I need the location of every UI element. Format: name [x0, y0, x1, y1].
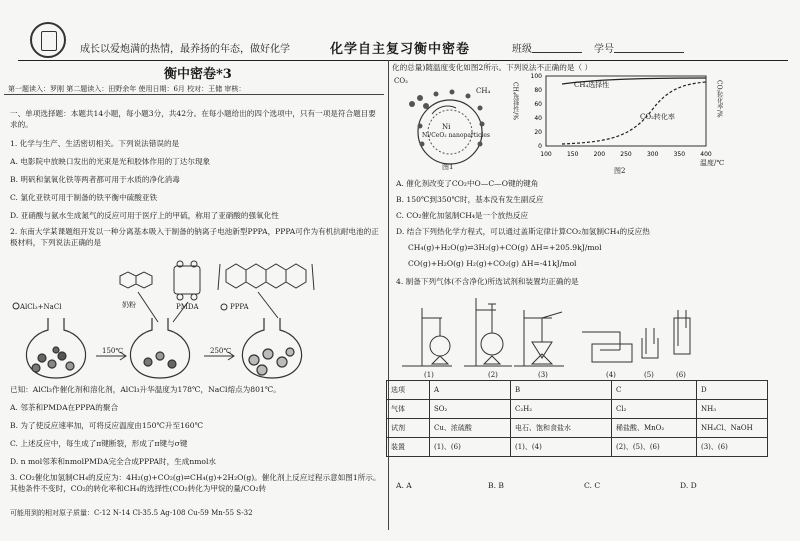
apparatus-label-6: (6) — [676, 371, 686, 379]
reaction-diagram — [8, 252, 384, 382]
header-motto: 成长以爱炮满的热情，最养扬的年态，做好化学 — [80, 44, 290, 55]
class-field[interactable] — [532, 52, 582, 53]
fig2-ylabel-right: CO₂转化率/% — [715, 80, 723, 118]
fig2-ylabel: CH₄选择性/% — [511, 82, 519, 120]
q2-option-c[interactable]: C. 上述反应中，每生成了π键断裂，形成了π键与σ键 — [10, 439, 188, 448]
paper-meta: 第一题读入：罗刚 第二题读入：田野余年 使用日期：6月 校对：王储 审核： — [8, 85, 246, 93]
apparatus-label-1: (1) — [424, 371, 434, 379]
fig1-co2-label: CO₂ — [394, 77, 408, 85]
y-tick-label: 60 — [534, 101, 542, 108]
table-cell: 气体 — [387, 400, 430, 419]
fig2-series-label-co2: CO₂转化率 — [640, 113, 675, 121]
series-co2-conversion — [562, 82, 706, 144]
x-tick-label: 250 — [620, 151, 632, 158]
chart-frame — [546, 76, 706, 146]
equation-1: CH₄(g)+H₂O(g)⇌3H₂(g)+CO(g) ΔH=+205.9kJ/mol — [408, 243, 602, 252]
q3-option-b[interactable]: B. 150℃到350℃时，基本没有发生副反应 — [396, 195, 544, 204]
apparatus-label-5: (5) — [644, 371, 654, 379]
right-column — [392, 62, 796, 540]
y-tick-label: 80 — [534, 87, 542, 94]
fig1-ni-label: Ni — [442, 123, 451, 131]
table-row — [387, 419, 768, 438]
y-tick-label: 0 — [538, 143, 542, 150]
apparatus-2-icon — [464, 298, 512, 366]
y-tick-label: 20 — [534, 129, 542, 136]
table-cell: D — [697, 381, 768, 400]
equation-2: CO(g)+H₂O(g) H₂(g)+CO₂(g) ΔH=-41kJ/mol — [408, 259, 577, 268]
header-divider — [18, 60, 788, 61]
question-1: 1. 化学与生产、生活密切相关。下列说法错误的是 — [10, 139, 180, 148]
label-temp-250: 250℃ — [210, 347, 232, 355]
school-logo-icon — [30, 22, 66, 58]
naphthalene-molecule-icon — [120, 272, 152, 288]
apparatus-6-icon — [674, 310, 690, 354]
paper-name: 化学自主复习衡中密卷 — [330, 42, 471, 57]
table-cell: C — [612, 381, 697, 400]
pmda-molecule-icon — [174, 261, 200, 300]
label-naphthalene: 奶粉 — [122, 301, 136, 309]
q3-option-a[interactable]: A. 催化剂改变了CO₂中O—C—O键的键角 — [396, 179, 539, 188]
atomic-masses-footer: 可能用到的相对原子质量：C-12 N-14 Cl-35.5 Ag-108 Cu-59 Mn-55 S-32 — [10, 509, 253, 517]
fig1-nanoparticle-label: Ni/CeO₂ nanoparticles — [422, 132, 491, 139]
table-cell: A — [430, 381, 511, 400]
fig2-series-label-ch4: CH₄选择性 — [574, 81, 610, 89]
q4-option-c[interactable]: C. C — [584, 481, 601, 490]
meta-divider — [4, 94, 384, 95]
student-id-label: 学号 — [594, 44, 614, 55]
table-cell: (1)、(4) — [511, 438, 612, 457]
student-id-field[interactable] — [614, 52, 684, 53]
pppa-legend-icon — [221, 304, 227, 310]
figure-2-caption: 图2 — [614, 167, 626, 175]
table-cell: C₂H₂ — [511, 400, 612, 419]
question-2: 2. 东南大学某课题组开发以一种分离基本吸入于制备的钠离子电池新型PPPA，PPPA可作为有机抗耐电池的正极材料，下列说法正确的是 — [10, 227, 379, 247]
table-row — [387, 400, 768, 419]
apparatus-1-icon — [402, 308, 452, 366]
x-tick-label: 350 — [673, 151, 686, 158]
label-pmda: PMDA — [176, 303, 199, 311]
label-temp-150: 150℃ — [102, 347, 124, 355]
table-row — [387, 438, 768, 457]
figure-2-chart — [522, 70, 732, 170]
table-cell: NH₄Cl、NaOH — [697, 419, 768, 438]
y-tick-label: 40 — [534, 115, 542, 122]
left-column — [4, 62, 384, 540]
y-tick-label: 100 — [530, 73, 542, 80]
question-3: 3. CO₂催化加氢制CH₄的反应为：4H₂(g)+CO₂(g)⇌CH₄(g)+2H₂O(g)。催化剂上反应过程示意如图1所示。其他条件不变时，CO₂的转化率和CH₄的选择性(CO₂转化为甲烷的量/CO₂转 — [10, 473, 381, 493]
table-cell: SO₂ — [430, 400, 511, 419]
known-info: 已知：AlCl₃作催化剂和溶化剂，AlCl₃升华温度为178℃，NaCl熔点为801℃。 — [10, 385, 281, 394]
apparatus-label-4: (4) — [606, 371, 616, 379]
table-cell: Cu、浓硫酸 — [430, 419, 511, 438]
apparatus-label-3: (3) — [538, 371, 548, 379]
section-instructions: 一、单项选择题：本题共14小题，每小题3分，共42分。在每小题给出的四个选项中，只有一项是符合题目要求的。 — [10, 109, 376, 129]
q1-option-a[interactable]: A. 电影院中放映口发出的光束是光和胶体作用的丁达尔现象 — [10, 157, 211, 166]
gas-preparation-table — [386, 380, 768, 457]
x-tick-label: 400 — [700, 151, 712, 158]
x-tick-label: 300 — [646, 151, 659, 158]
apparatus-3-icon — [514, 310, 564, 366]
apparatus-label-2: (2) — [488, 371, 498, 379]
x-tick-label: 100 — [540, 151, 552, 158]
q1-option-d[interactable]: D. 亚硝酸与氨水生成氮气的反应可用于医疗上的甲硫，称用了亚硝酸的强氧化性 — [10, 211, 279, 220]
class-label: 班级 — [512, 44, 532, 55]
flask-1-icon — [26, 318, 85, 378]
table-cell: 选项 — [387, 381, 430, 400]
pppa-polymer-icon — [218, 264, 314, 290]
table-cell: (2)、(5)、(6) — [612, 438, 697, 457]
table-cell: 装置 — [387, 438, 430, 457]
table-cell: (3)、(6) — [697, 438, 768, 457]
figure-1-caption: 图1 — [442, 163, 454, 171]
q1-option-c[interactable]: C. 氯化亚铁可用于制备的铁平衡中硫酸亚铁 — [10, 193, 158, 202]
fig1-ch4-label: CH₄ — [476, 87, 491, 95]
x-tick-label: 150 — [566, 151, 579, 158]
q2-option-b[interactable]: B. 为了使反应速率加，可将反应温度由150℃升至160℃ — [10, 421, 204, 430]
table-cell: Cl₂ — [612, 400, 697, 419]
table-cell: 试剂 — [387, 419, 430, 438]
table-cell: NH₃ — [697, 400, 768, 419]
q4-option-a[interactable]: A. A — [396, 481, 412, 490]
column-divider — [388, 60, 389, 530]
question-4: 4. 制备下列气体(不含净化)所选试剂和装置均正确的是 — [396, 277, 579, 286]
table-cell: B — [511, 381, 612, 400]
q3-option-c[interactable]: C. CO₂催化加氢制CH₄是一个放热反应 — [396, 211, 529, 220]
q3-option-d[interactable]: D. 结合下列热化学方程式，可以通过盖斯定律计算CO₂加氢制CH₄的反应热 — [396, 227, 650, 236]
lab-apparatus-diagram — [392, 288, 702, 376]
apparatus-4-icon — [582, 332, 632, 362]
table-cell: 稀盐酸、MnO₂ — [612, 419, 697, 438]
page-header — [0, 0, 800, 62]
q4-option-d[interactable]: D. D — [680, 481, 697, 490]
flask-2-icon — [130, 318, 189, 378]
table-header-row — [387, 381, 768, 400]
question-3-continued: 化的总量)随温度变化如图2所示。下列说法不正确的是（ ） — [392, 63, 593, 72]
q2-option-d[interactable]: D. n mol邻苯和nmolPMDA完全合成PPPA时，生成nmol水 — [10, 457, 217, 466]
fig2-xlabel: 温度/℃ — [700, 159, 725, 167]
q1-option-b[interactable]: B. 明矾和氯氧化铁等两者都可用于水质的净化消毒 — [10, 175, 180, 184]
label-pppa: PPPA — [230, 303, 249, 311]
apparatus-5-icon — [642, 328, 658, 358]
legend-alcl3-nacl: AlCl₃+NaCl — [20, 303, 62, 311]
table-cell: 电石、饱和食盐水 — [511, 419, 612, 438]
table-cell: (1)、(6) — [430, 438, 511, 457]
q4-option-b[interactable]: B. B — [488, 481, 504, 490]
x-tick-label: 200 — [593, 151, 606, 158]
q2-option-a[interactable]: A. 邻茶和PMDA在PPPA的聚合 — [10, 403, 119, 412]
paper-title: 衡中密卷*3 — [164, 67, 232, 82]
flask-3-icon — [242, 318, 301, 378]
alcl3-legend-icon — [13, 303, 19, 309]
